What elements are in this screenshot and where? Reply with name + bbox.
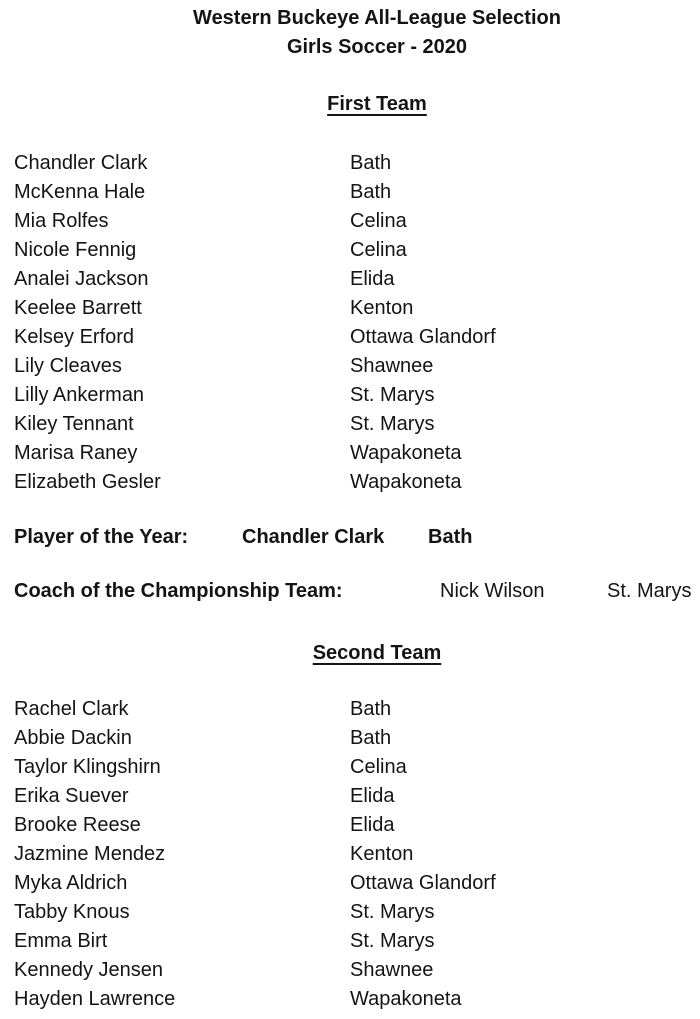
player-of-year-label: Player of the Year: — [14, 526, 189, 548]
second-team-heading-text: Second Team — [312, 642, 442, 664]
player-row — [14, 439, 700, 468]
player-school: Shawnee — [350, 355, 434, 377]
player-row — [14, 927, 700, 956]
player-school: Kenton — [350, 297, 414, 319]
player-name: Marisa Raney — [14, 442, 138, 464]
player-school: St. Marys — [350, 384, 435, 406]
first-team-heading-text: First Team — [327, 93, 427, 115]
player-row — [14, 352, 700, 381]
player-name: Chandler Clark — [14, 152, 148, 174]
player-row — [14, 410, 700, 439]
player-school: Elida — [350, 814, 395, 836]
coach-label: Coach of the Championship Team: — [14, 580, 343, 602]
coach-of-championship-line — [14, 577, 700, 606]
player-row — [14, 753, 700, 782]
player-of-year-line — [14, 523, 700, 552]
player-row — [14, 869, 700, 898]
player-name: Rachel Clark — [14, 698, 129, 720]
player-row — [14, 236, 700, 265]
player-row — [14, 381, 700, 410]
player-name: Abbie Dackin — [14, 727, 132, 749]
first-team-heading — [0, 90, 700, 119]
player-name: Jazmine Mendez — [14, 843, 166, 865]
player-name: Mia Rolfes — [14, 210, 109, 232]
player-row — [14, 178, 700, 207]
player-row — [14, 724, 700, 753]
player-row — [14, 695, 700, 724]
player-name: Myka Aldrich — [14, 872, 128, 894]
player-school: Wapakoneta — [350, 988, 462, 1010]
document-title — [0, 4, 700, 62]
player-row — [14, 323, 700, 352]
player-name: Nicole Fennig — [14, 239, 137, 261]
player-school: St. Marys — [350, 413, 435, 435]
player-name: Lily Cleaves — [14, 355, 122, 377]
first-team-roster — [14, 149, 700, 497]
player-name: Erika Suever — [14, 785, 129, 807]
player-school: Kenton — [350, 843, 414, 865]
player-name: Kiley Tennant — [14, 413, 134, 435]
coach-school: St. Marys — [607, 580, 692, 602]
player-name: Lilly Ankerman — [14, 384, 145, 406]
player-school: St. Marys — [350, 930, 435, 952]
coach-name: Nick Wilson — [440, 580, 545, 602]
player-school: Bath — [350, 181, 392, 203]
player-school: Celina — [350, 756, 407, 778]
player-row — [14, 149, 700, 178]
player-row — [14, 782, 700, 811]
player-name: Keelee Barrett — [14, 297, 142, 319]
second-team-heading — [0, 639, 700, 668]
player-row — [14, 985, 700, 1014]
player-school: Wapakoneta — [350, 471, 462, 493]
player-row — [14, 898, 700, 927]
player-name: Analei Jackson — [14, 268, 149, 290]
player-name: Tabby Knous — [14, 901, 130, 923]
player-school: Bath — [350, 152, 392, 174]
second-team-roster — [14, 695, 700, 1014]
player-of-year-name: Chandler Clark — [242, 526, 385, 548]
player-row — [14, 840, 700, 869]
player-school: Ottawa Glandorf — [350, 872, 496, 894]
document-title-line2: Girls Soccer - 2020 — [286, 36, 468, 58]
player-school: Elida — [350, 785, 395, 807]
player-school: Elida — [350, 268, 395, 290]
player-school: St. Marys — [350, 901, 435, 923]
document-title-line1: Western Buckeye All-League Selection — [193, 7, 561, 29]
player-school: Celina — [350, 239, 407, 261]
player-row — [14, 956, 700, 985]
player-school: Shawnee — [350, 959, 434, 981]
player-school: Bath — [350, 727, 392, 749]
player-row — [14, 811, 700, 840]
player-row — [14, 468, 700, 497]
player-row — [14, 207, 700, 236]
player-name: Elizabeth Gesler — [14, 471, 161, 493]
player-name: McKenna Hale — [14, 181, 146, 203]
player-name: Taylor Klingshirn — [14, 756, 161, 778]
player-name: Brooke Reese — [14, 814, 141, 836]
player-school: Ottawa Glandorf — [350, 326, 496, 348]
player-row — [14, 294, 700, 323]
player-name: Kelsey Erford — [14, 326, 135, 348]
player-school: Celina — [350, 210, 407, 232]
player-name: Kennedy Jensen — [14, 959, 164, 981]
player-row — [14, 265, 700, 294]
player-of-year-school: Bath — [428, 526, 473, 548]
player-name: Hayden Lawrence — [14, 988, 176, 1010]
player-school: Bath — [350, 698, 392, 720]
player-school: Wapakoneta — [350, 442, 462, 464]
player-name: Emma Birt — [14, 930, 108, 952]
